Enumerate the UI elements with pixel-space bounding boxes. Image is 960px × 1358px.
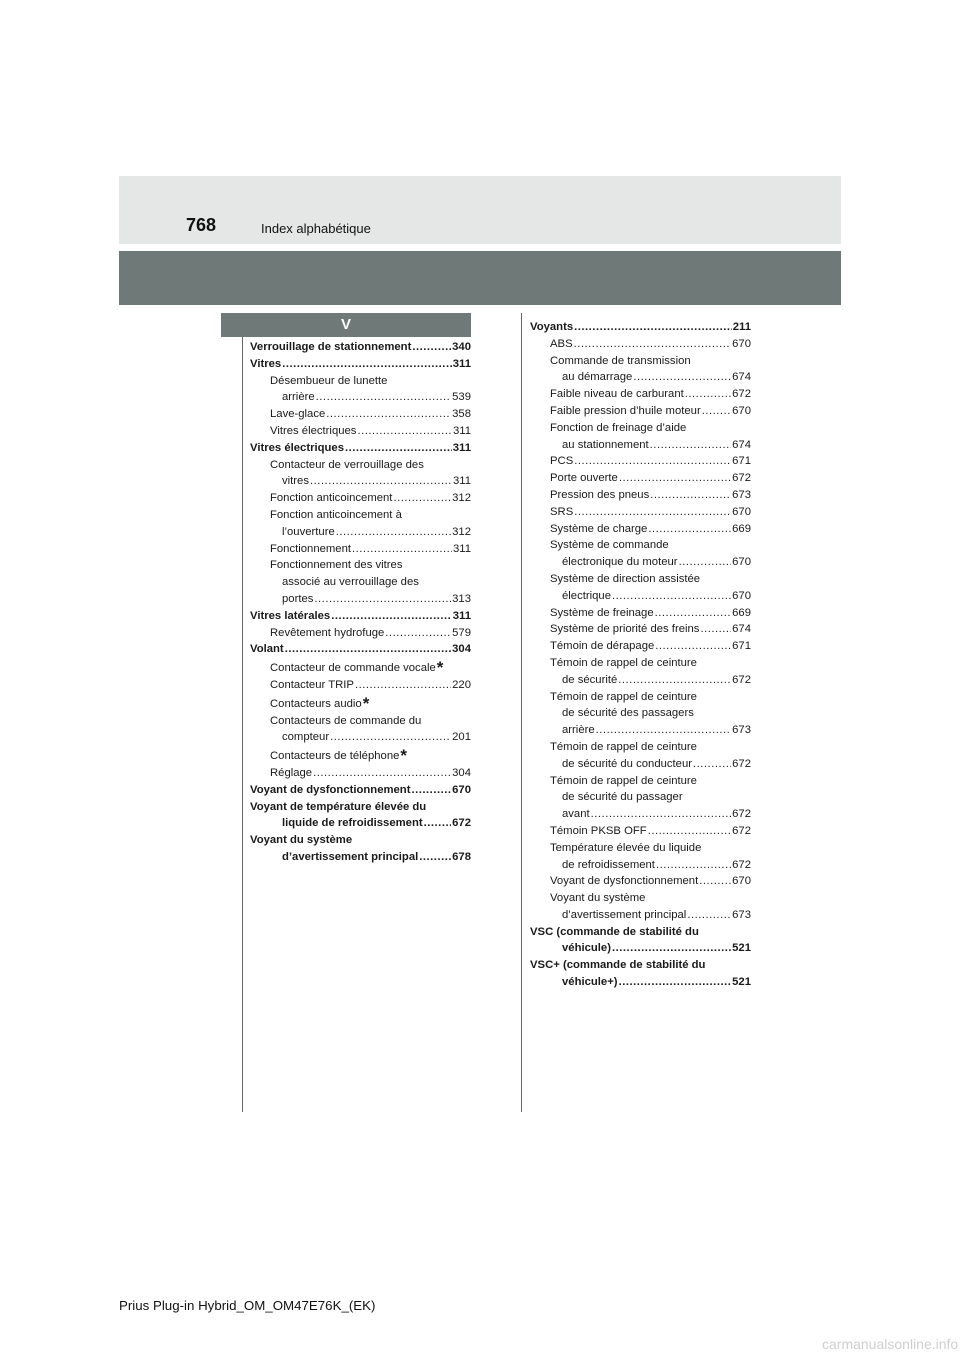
- index-entry-label: Verrouillage de stationnement: [250, 341, 412, 353]
- index-entry-label: portes: [282, 592, 314, 605]
- dot-leader: [655, 638, 731, 655]
- index-entry-page[interactable]: 672: [732, 673, 751, 686]
- index-entry: [530, 974, 751, 991]
- index-entry-label: Fonction de freinage d’aide: [550, 421, 687, 434]
- index-entry: [530, 823, 751, 840]
- index-entry: [250, 339, 471, 356]
- index-entry: [530, 739, 751, 756]
- index-entry-page[interactable]: 201: [452, 731, 471, 744]
- index-entry-label: Faible niveau de carburant: [550, 388, 684, 401]
- dot-leader: [424, 815, 452, 832]
- index-entry-page[interactable]: 670: [732, 875, 751, 888]
- index-entry-label: Commande de transmission: [550, 354, 691, 367]
- index-entry: [530, 537, 751, 554]
- index-entry: [250, 490, 471, 507]
- index-entry-label: de sécurité des passagers: [562, 707, 694, 720]
- index-entry-page[interactable]: 313: [452, 592, 471, 605]
- index-entry: [250, 765, 471, 782]
- index-entry: [250, 440, 471, 457]
- index-entry-label: Contacteurs audio: [270, 697, 362, 710]
- index-entry-label: de sécurité du passager: [562, 791, 683, 804]
- index-entry-label: PCS: [550, 455, 574, 468]
- index-entry-label: Vitres électriques: [270, 424, 357, 437]
- dot-leader: [687, 907, 731, 924]
- index-entry-page[interactable]: 669: [732, 522, 751, 535]
- index-entry-label: compteur: [282, 731, 330, 744]
- index-entry: [250, 373, 471, 390]
- index-entry-page[interactable]: 312: [452, 525, 471, 538]
- index-entry: [530, 353, 751, 370]
- dot-leader: [574, 504, 731, 521]
- index-entry-label: de sécurité: [562, 673, 618, 686]
- dot-leader: [648, 823, 731, 840]
- index-entry-page[interactable]: 311: [452, 424, 471, 437]
- index-entry: [530, 689, 751, 706]
- index-entry-page[interactable]: 312: [452, 492, 471, 505]
- section-title: Index alphabétique: [261, 221, 371, 236]
- index-entry-label: Système de priorité des freins: [550, 623, 700, 636]
- index-entry-label: Contacteurs de commande du: [270, 714, 422, 727]
- index-entry-page[interactable]: 521: [732, 942, 751, 955]
- index-entry-label: de sécurité du conducteur: [562, 757, 692, 770]
- index-entry: [250, 677, 471, 694]
- index-entry-page[interactable]: 358: [452, 408, 471, 421]
- index-entry: [530, 319, 751, 336]
- index-entry: [530, 571, 751, 588]
- index-entry: [250, 694, 471, 713]
- index-entry: [250, 406, 471, 423]
- index-entry: [250, 713, 471, 730]
- index-entry: [530, 437, 751, 454]
- dot-leader: [331, 608, 452, 625]
- index-entry-label: Voyant du système: [550, 892, 646, 905]
- index-right-column: [530, 319, 751, 991]
- index-entry: [250, 541, 471, 558]
- index-entry: [530, 504, 751, 521]
- index-entry-page[interactable]: 211: [732, 321, 751, 333]
- index-entry-label: Réglage: [270, 766, 313, 779]
- dot-leader: [612, 940, 731, 957]
- index-entry-page[interactable]: 311: [452, 542, 471, 555]
- index-entry: [530, 957, 751, 974]
- left-column-rule: [242, 337, 243, 1112]
- index-entry-label: électrique: [562, 589, 611, 602]
- index-entry: [530, 705, 751, 722]
- index-entry: [250, 608, 471, 625]
- dot-leader: [313, 765, 451, 782]
- index-entry-label: Système de commande: [550, 539, 669, 552]
- index-entry: [530, 789, 751, 806]
- index-entry-page[interactable]: 672: [732, 472, 751, 485]
- index-entry-page[interactable]: 678: [452, 850, 471, 863]
- dot-leader: [393, 490, 451, 507]
- index-entry-label: Système de freinage: [550, 606, 654, 619]
- index-entry-label: vitres: [282, 475, 309, 488]
- header-band: [119, 176, 841, 244]
- index-entry-page[interactable]: 672: [732, 388, 751, 401]
- dot-leader: [648, 521, 731, 538]
- index-entry: [530, 873, 751, 890]
- index-entry-label: ABS: [550, 337, 573, 350]
- index-entry: [530, 420, 751, 437]
- index-entry: [250, 507, 471, 524]
- index-entry: [530, 756, 751, 773]
- dot-leader: [700, 621, 731, 638]
- index-entry-page[interactable]: 669: [732, 606, 751, 619]
- dot-leader: [419, 849, 451, 866]
- index-entry: [250, 799, 471, 816]
- index-entry: [530, 638, 751, 655]
- index-entry-label: Fonction anticoincement: [270, 492, 393, 505]
- index-entry-label: arrière: [282, 391, 315, 404]
- index-entry-page[interactable]: 521: [732, 976, 751, 989]
- index-entry-label: Contacteurs de téléphone: [270, 750, 400, 763]
- index-entry-label: Lave-glace: [270, 408, 326, 421]
- index-entry-label: l’ouverture: [282, 525, 335, 538]
- index-entry-page[interactable]: 674: [732, 438, 751, 451]
- index-entry-page[interactable]: 220: [452, 678, 471, 691]
- footnote-asterisk: *: [436, 658, 444, 678]
- index-entry: [250, 389, 471, 406]
- right-column-rule: [521, 313, 522, 1112]
- dot-leader: [619, 470, 731, 487]
- index-entry-label: Porte ouverte: [550, 472, 618, 485]
- dot-leader: [282, 356, 452, 373]
- dot-leader: [574, 453, 731, 470]
- index-entry: [250, 524, 471, 541]
- dot-leader: [633, 369, 731, 386]
- dot-leader: [699, 873, 731, 890]
- index-entry-label: Témoin de dérapage: [550, 640, 655, 653]
- index-entry-label: Témoin de rappel de ceinture: [550, 740, 697, 753]
- index-entry-page[interactable]: 311: [452, 357, 471, 370]
- index-entry-label: véhicule+): [562, 976, 618, 989]
- index-entry-label: Pression des pneus: [550, 488, 650, 501]
- index-entry-label: au stationnement: [562, 438, 649, 451]
- index-entry: [530, 588, 751, 605]
- document-footer: Prius Plug-in Hybrid_OM_OM47E76K_(EK): [119, 1298, 376, 1313]
- dot-leader: [355, 677, 451, 694]
- dot-leader: [336, 524, 451, 541]
- index-entry-page[interactable]: 340: [452, 341, 471, 353]
- index-entry: [530, 605, 751, 622]
- index-entry: [530, 403, 751, 420]
- index-left-column: [250, 339, 471, 866]
- index-entry-label: Fonction anticoincement à: [270, 508, 402, 521]
- index-entry-label: Témoin de rappel de ceinture: [550, 774, 697, 787]
- index-entry-label: Témoin PKSB OFF: [550, 824, 647, 837]
- index-entry: [250, 625, 471, 642]
- dot-leader: [596, 722, 731, 739]
- index-entry-label: SRS: [550, 505, 574, 518]
- index-entry-label: associé au verrouillage des: [282, 576, 419, 589]
- index-entry: [250, 658, 471, 677]
- dot-leader: [693, 756, 731, 773]
- index-entry-label: Contacteur de verrouillage des: [270, 458, 424, 471]
- dot-leader: [679, 554, 732, 571]
- index-entry-label: Voyants: [530, 321, 574, 333]
- index-entry-page[interactable]: 671: [732, 455, 751, 468]
- index-entry: [250, 473, 471, 490]
- index-entry-label: Voyant de température élevée du: [250, 800, 427, 813]
- index-entry-label: Désembueur de lunette: [270, 374, 388, 387]
- index-entry-page[interactable]: 672: [732, 757, 751, 770]
- index-entry-label: Témoin de rappel de ceinture: [550, 690, 697, 703]
- index-entry-label: Volant: [250, 643, 284, 656]
- index-entry: [530, 907, 751, 924]
- index-entry-label: Fonctionnement: [270, 542, 352, 555]
- dot-leader: [574, 336, 732, 353]
- index-entry: [250, 591, 471, 608]
- index-entry-label: Fonctionnement des vitres: [270, 559, 403, 572]
- index-entry: [250, 574, 471, 591]
- header-dark-band: [119, 251, 841, 305]
- index-entry: [530, 554, 751, 571]
- index-entry-label: arrière: [562, 724, 595, 737]
- index-entry: [530, 940, 751, 957]
- index-entry: [250, 815, 471, 832]
- index-entry-label: d’avertissement principal: [562, 908, 687, 921]
- index-entry: [250, 729, 471, 746]
- dot-leader: [655, 605, 732, 622]
- index-entry: [530, 487, 751, 504]
- dot-leader: [591, 806, 732, 823]
- index-entry-label: Température élevée du liquide: [550, 841, 702, 854]
- index-entry-label: Contacteur de commande vocale: [270, 662, 436, 675]
- index-entry: [530, 924, 751, 941]
- index-entry-label: liquide de refroidissement: [282, 817, 423, 830]
- index-letter-heading: V: [221, 313, 471, 337]
- index-entry: [530, 369, 751, 386]
- dot-leader: [650, 437, 731, 454]
- index-entry-label: d’avertissement principal: [282, 850, 419, 863]
- index-entry: [530, 840, 751, 857]
- index-entry: [250, 832, 471, 849]
- index-entry: [250, 746, 471, 765]
- dot-leader: [685, 386, 731, 403]
- index-entry: [530, 655, 751, 672]
- index-entry-label: Vitres électriques: [250, 441, 344, 454]
- dot-leader: [411, 782, 451, 799]
- index-entry-page[interactable]: 670: [732, 556, 751, 569]
- footnote-asterisk: *: [400, 746, 408, 766]
- index-entry-label: de refroidissement: [562, 858, 655, 871]
- index-entry: [250, 557, 471, 574]
- index-entry: [250, 356, 471, 373]
- index-entry: [530, 890, 751, 907]
- index-entry-page[interactable]: 670: [732, 337, 751, 350]
- index-entry-page[interactable]: 670: [732, 589, 751, 602]
- dot-leader: [345, 440, 452, 457]
- index-entry: [530, 453, 751, 470]
- dot-leader: [316, 389, 451, 406]
- index-entry-label: Système de charge: [550, 522, 648, 535]
- index-entry-page[interactable]: 304: [452, 766, 471, 779]
- index-entry-label: VSC (commande de stabilité du: [530, 925, 699, 938]
- dot-leader: [412, 339, 451, 356]
- index-entry-page[interactable]: 304: [452, 643, 471, 656]
- index-entry-page[interactable]: 579: [452, 626, 471, 639]
- index-entry-page[interactable]: 311: [452, 475, 471, 488]
- index-entry-page[interactable]: 672: [732, 824, 751, 837]
- index-entry-label: avant: [562, 808, 590, 821]
- dot-leader: [650, 487, 731, 504]
- dot-leader: [310, 473, 452, 490]
- index-entry: [530, 722, 751, 739]
- index-entry-page[interactable]: 674: [732, 623, 751, 636]
- page-number: 768: [186, 215, 217, 235]
- index-entry-page[interactable]: 673: [732, 724, 751, 737]
- index-entry: [530, 386, 751, 403]
- watermark: carmanualsonline.info: [822, 1336, 959, 1352]
- index-entry-label: Faible pression d’huile moteur: [550, 404, 701, 417]
- index-entry: [250, 641, 471, 658]
- index-entry-page[interactable]: 670: [732, 505, 751, 518]
- index-entry-page[interactable]: 672: [732, 808, 751, 821]
- index-entry: [530, 806, 751, 823]
- index-entry-label: Témoin de rappel de ceinture: [550, 656, 697, 669]
- index-entry-page[interactable]: 670: [452, 783, 471, 796]
- dot-leader: [574, 319, 732, 336]
- index-entry-label: électronique du moteur: [562, 556, 678, 569]
- dot-leader: [619, 974, 732, 991]
- index-entry: [530, 857, 751, 874]
- index-entry-label: Voyant de dysfonctionnement: [550, 875, 699, 888]
- dot-leader: [357, 423, 452, 440]
- index-entry: [530, 773, 751, 790]
- index-entry-page[interactable]: 311: [452, 441, 471, 454]
- index-entry: [250, 782, 471, 799]
- index-entry-page[interactable]: 671: [732, 640, 751, 653]
- index-entry-page[interactable]: 311: [452, 609, 471, 622]
- index-entry-page[interactable]: 672: [452, 817, 471, 830]
- index-entry-label: Voyant de dysfonctionnement: [250, 783, 411, 796]
- index-entry: [250, 849, 471, 866]
- index-entry: [530, 621, 751, 638]
- index-entry-page[interactable]: 673: [732, 488, 751, 501]
- index-entry-page[interactable]: 539: [452, 391, 471, 404]
- index-entry-label: au démarrage: [562, 371, 633, 384]
- dot-leader: [385, 625, 451, 642]
- dot-leader: [352, 541, 452, 558]
- index-entry: [530, 336, 751, 353]
- index-entry-label: Système de direction assistée: [550, 572, 701, 585]
- index-entry-label: VSC+ (commande de stabilité du: [530, 959, 706, 972]
- index-entry-page[interactable]: 673: [732, 908, 751, 921]
- index-entry-label: Contacteur TRIP: [270, 678, 354, 691]
- index-entry-label: Voyant du système: [250, 834, 353, 847]
- dot-leader: [330, 729, 451, 746]
- index-entry: [250, 457, 471, 474]
- dot-leader: [285, 641, 451, 658]
- index-entry-page[interactable]: 670: [732, 404, 751, 417]
- index-entry: [530, 672, 751, 689]
- index-entry-page[interactable]: 674: [732, 371, 751, 384]
- index-entry-label: Vitres: [250, 357, 282, 370]
- footnote-asterisk: *: [362, 693, 370, 713]
- dot-leader: [656, 857, 731, 874]
- index-entry-label: Vitres latérales: [250, 609, 331, 622]
- index-entry-page[interactable]: 672: [732, 858, 751, 871]
- index-entry: [530, 521, 751, 538]
- dot-leader: [618, 672, 731, 689]
- index-entry-label: véhicule): [562, 942, 611, 955]
- dot-leader: [314, 591, 451, 608]
- dot-leader: [612, 588, 731, 605]
- dot-leader: [326, 406, 451, 423]
- index-entry: [530, 470, 751, 487]
- dot-leader: [702, 403, 731, 420]
- index-entry: [250, 423, 471, 440]
- index-entry-label: Revêtement hydrofuge: [270, 626, 385, 639]
